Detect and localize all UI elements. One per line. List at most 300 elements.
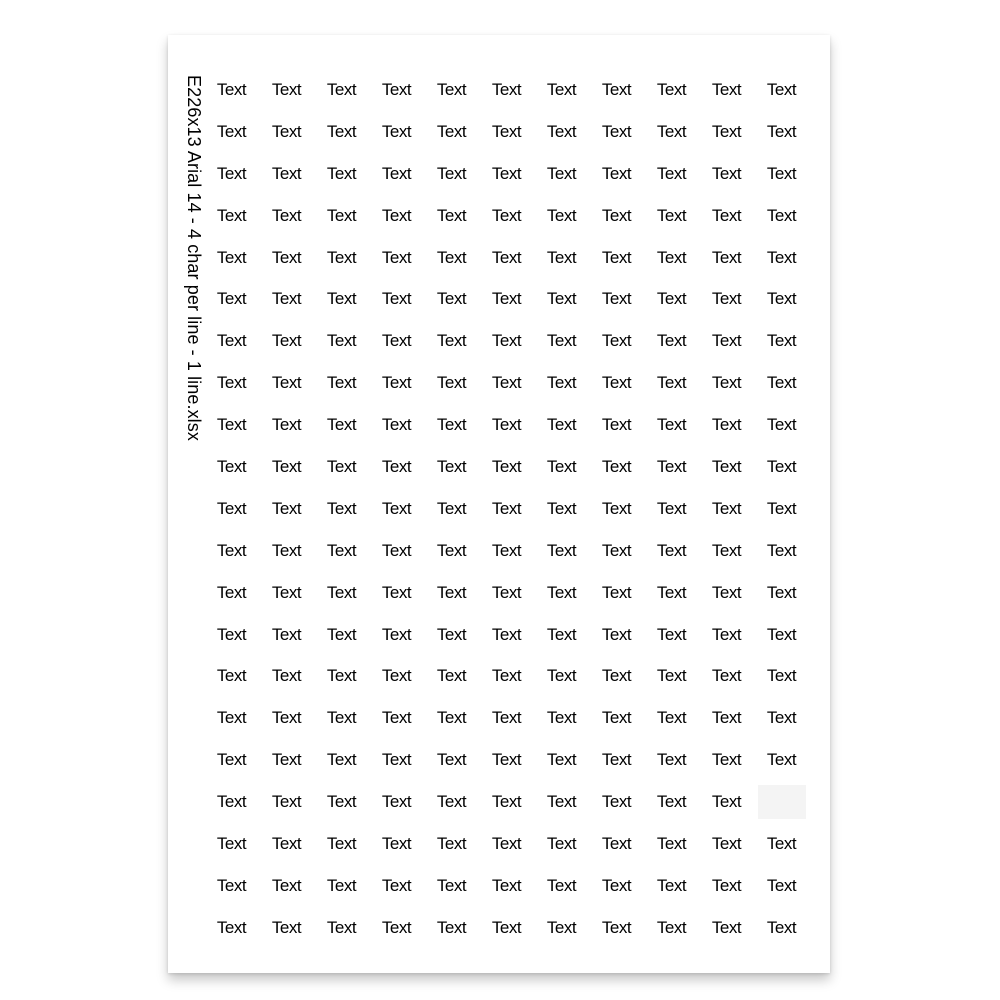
grid-cell: [369, 362, 424, 404]
text-grid: [204, 69, 809, 949]
grid-cell-text: Text: [216, 917, 247, 937]
grid-cell-text: Text: [711, 792, 742, 812]
grid-cell: [644, 655, 699, 697]
grid-cell: [699, 320, 754, 362]
grid-cell: [204, 69, 259, 111]
grid-cell-text: Text: [326, 708, 357, 728]
grid-cell-text: Text: [601, 833, 632, 853]
grid-cell-text: Text: [711, 833, 742, 853]
grid-cell: [754, 320, 809, 362]
grid-cell-text: Text: [436, 163, 467, 183]
grid-cell-text: Text: [711, 247, 742, 267]
grid-cell: [589, 655, 644, 697]
grid-cell-text: Text: [546, 540, 577, 560]
grid-cell: [644, 195, 699, 237]
grid-cell-text: Text: [271, 331, 302, 351]
grid-cell-text: Text: [766, 456, 797, 476]
grid-cell-text: Text: [656, 456, 687, 476]
grid-cell-text: Text: [216, 833, 247, 853]
grid-cell-text: Text: [436, 205, 467, 225]
grid-cell: [699, 488, 754, 530]
grid-cell-text: Text: [436, 247, 467, 267]
grid-cell: [534, 907, 589, 949]
grid-cell: [369, 404, 424, 446]
grid-cell-text: Text: [491, 540, 522, 560]
grid-cell-text: Text: [381, 205, 412, 225]
grid-cell: [369, 781, 424, 823]
grid-cell: [259, 655, 314, 697]
grid-cell: [204, 278, 259, 320]
grid-cell-text: Text: [381, 456, 412, 476]
grid-cell: [314, 195, 369, 237]
grid-cell: [424, 530, 479, 572]
grid-cell: [699, 781, 754, 823]
grid-cell-text: Text: [326, 415, 357, 435]
grid-cell: [479, 404, 534, 446]
grid-cell-text: Text: [656, 833, 687, 853]
grid-cell-text: Text: [381, 708, 412, 728]
grid-cell: [259, 446, 314, 488]
grid-cell: [534, 530, 589, 572]
grid-cell: [259, 111, 314, 153]
grid-cell: [534, 865, 589, 907]
grid-cell: [589, 697, 644, 739]
grid-cell: [754, 697, 809, 739]
grid-cell: [699, 69, 754, 111]
grid-cell-text: Text: [381, 582, 412, 602]
grid-cell-text: Text: [711, 79, 742, 99]
grid-cell: [754, 781, 809, 823]
grid-cell-text: Text: [271, 540, 302, 560]
grid-cell-text: Text: [326, 666, 357, 686]
grid-cell-text: Text: [216, 79, 247, 99]
grid-cell: [479, 195, 534, 237]
grid-cell-text: Text: [601, 666, 632, 686]
grid-cell-text: Text: [601, 163, 632, 183]
grid-cell: [204, 153, 259, 195]
grid-cell-text: Text: [326, 163, 357, 183]
grid-cell-text: Text: [381, 289, 412, 309]
grid-cell-text: Text: [381, 247, 412, 267]
grid-cell: [644, 446, 699, 488]
grid-cell-text: Text: [656, 79, 687, 99]
grid-cell: [534, 111, 589, 153]
grid-cell: [479, 153, 534, 195]
grid-cell-text: Text: [491, 163, 522, 183]
grid-cell-text: Text: [326, 582, 357, 602]
grid-cell: [534, 69, 589, 111]
grid-cell-text: Text: [546, 792, 577, 812]
grid-cell: [644, 823, 699, 865]
grid-cell-text: Text: [491, 833, 522, 853]
grid-cell: [699, 195, 754, 237]
grid-cell: [479, 655, 534, 697]
grid-cell-text: Text: [271, 624, 302, 644]
grid-cell: [534, 446, 589, 488]
grid-cell-text: Text: [491, 498, 522, 518]
grid-cell: [204, 530, 259, 572]
grid-cell-text: Text: [711, 540, 742, 560]
grid-cell-text: Text: [601, 331, 632, 351]
grid-cell: [369, 237, 424, 279]
grid-cell: [479, 865, 534, 907]
grid-cell: [534, 320, 589, 362]
grid-cell-text: Text: [601, 917, 632, 937]
grid-cell-text: Text: [436, 289, 467, 309]
grid-cell-text: Text: [271, 498, 302, 518]
grid-cell: [589, 739, 644, 781]
grid-cell-text: Text: [381, 875, 412, 895]
grid-cell-text: Text: [546, 163, 577, 183]
grid-cell: [754, 237, 809, 279]
grid-cell: [754, 446, 809, 488]
grid-cell: [589, 530, 644, 572]
grid-cell-text: Text: [766, 121, 797, 141]
grid-cell-text: Text: [766, 415, 797, 435]
grid-cell: [534, 404, 589, 446]
grid-cell: [644, 907, 699, 949]
grid-cell: [424, 446, 479, 488]
grid-cell-text: Text: [216, 373, 247, 393]
grid-cell-text: Text: [436, 875, 467, 895]
grid-cell-text: Text: [546, 498, 577, 518]
grid-cell-text: Text: [491, 373, 522, 393]
grid-cell-text: Text: [491, 205, 522, 225]
grid-cell: [369, 614, 424, 656]
grid-cell: [699, 530, 754, 572]
grid-cell-text: Text: [656, 498, 687, 518]
grid-cell-text: Text: [436, 624, 467, 644]
grid-cell: [754, 907, 809, 949]
grid-cell-text: Text: [546, 79, 577, 99]
grid-cell: [369, 69, 424, 111]
grid-cell-text: Text: [216, 582, 247, 602]
grid-cell: [259, 404, 314, 446]
grid-cell-text: Text: [656, 247, 687, 267]
grid-cell-text: Text: [601, 875, 632, 895]
grid-cell-text: Text: [491, 666, 522, 686]
grid-cell-text: Text: [381, 624, 412, 644]
grid-cell-text: Text: [271, 415, 302, 435]
grid-cell: [589, 237, 644, 279]
grid-cell-text: Text: [546, 875, 577, 895]
grid-cell-text: Text: [326, 875, 357, 895]
grid-cell-text: Text: [546, 624, 577, 644]
grid-cell-text: Text: [216, 163, 247, 183]
grid-cell: [314, 278, 369, 320]
grid-cell: [314, 153, 369, 195]
grid-cell-text: Text: [216, 331, 247, 351]
grid-cell: [259, 237, 314, 279]
grid-cell-text: Text: [326, 540, 357, 560]
grid-cell: [314, 488, 369, 530]
grid-cell: [754, 572, 809, 614]
grid-cell-text: Text: [491, 792, 522, 812]
grid-cell-text: Text: [711, 498, 742, 518]
grid-cell: [534, 697, 589, 739]
grid-cell-text: Text: [491, 624, 522, 644]
grid-cell: [259, 320, 314, 362]
grid-cell-text: Text: [326, 498, 357, 518]
grid-cell-text: Text: [711, 331, 742, 351]
grid-cell-text: Text: [656, 121, 687, 141]
grid-cell-text: Text: [656, 289, 687, 309]
grid-cell: [644, 488, 699, 530]
grid-cell-text: Text: [271, 750, 302, 770]
grid-cell: [754, 362, 809, 404]
grid-cell: [369, 572, 424, 614]
grid-cell-text: Text: [546, 247, 577, 267]
grid-cell: [534, 237, 589, 279]
grid-cell-text: Text: [656, 708, 687, 728]
grid-cell-text: Text: [766, 498, 797, 518]
grid-cell-text: Text: [711, 917, 742, 937]
grid-cell-text: Text: [656, 875, 687, 895]
grid-cell: [699, 153, 754, 195]
grid-cell: [424, 572, 479, 614]
grid-cell-text: Text: [216, 624, 247, 644]
grid-cell-text: Text: [656, 917, 687, 937]
grid-cell: [479, 697, 534, 739]
grid-cell: [259, 278, 314, 320]
grid-cell: [369, 655, 424, 697]
grid-cell: [204, 111, 259, 153]
grid-cell: [644, 572, 699, 614]
grid-cell: [424, 865, 479, 907]
grid-cell-text: Text: [546, 121, 577, 141]
grid-cell: [314, 655, 369, 697]
grid-cell-text: Text: [546, 205, 577, 225]
grid-cell: [589, 823, 644, 865]
grid-cell-text: Text: [271, 708, 302, 728]
grid-cell-text: Text: [491, 582, 522, 602]
grid-cell-text: Text: [601, 624, 632, 644]
grid-cell-text: Text: [601, 582, 632, 602]
grid-cell: [369, 111, 424, 153]
grid-cell-text: Text: [656, 792, 687, 812]
grid-cell-text: Text: [711, 121, 742, 141]
grid-cell-text: Text: [601, 415, 632, 435]
grid-cell-text: Text: [766, 917, 797, 937]
grid-cell: [479, 781, 534, 823]
grid-cell: [204, 362, 259, 404]
grid-cell: [259, 865, 314, 907]
grid-cell: [314, 404, 369, 446]
grid-cell-text: Text: [381, 373, 412, 393]
grid-cell-text: Text: [326, 917, 357, 937]
grid-cell: [314, 823, 369, 865]
grid-cell: [259, 781, 314, 823]
grid-cell-text: Text: [271, 121, 302, 141]
grid-cell-text: Text: [326, 247, 357, 267]
grid-cell: [589, 153, 644, 195]
grid-cell: [699, 697, 754, 739]
grid-cell-text: Text: [216, 708, 247, 728]
grid-cell: [534, 278, 589, 320]
grid-cell-text: Text: [216, 750, 247, 770]
grid-cell-text: Text: [436, 917, 467, 937]
grid-cell-text: Text: [271, 833, 302, 853]
grid-cell: [424, 195, 479, 237]
grid-cell: [369, 488, 424, 530]
grid-cell: [589, 488, 644, 530]
grid-cell-text: Text: [436, 540, 467, 560]
empty-cell-placeholder: [758, 785, 806, 819]
grid-cell: [314, 362, 369, 404]
grid-cell: [204, 823, 259, 865]
grid-cell-text: Text: [711, 624, 742, 644]
grid-cell-text: Text: [436, 121, 467, 141]
grid-cell-text: Text: [546, 750, 577, 770]
grid-cell: [479, 530, 534, 572]
grid-cell-text: Text: [491, 917, 522, 937]
grid-cell-text: Text: [436, 456, 467, 476]
grid-cell: [754, 111, 809, 153]
grid-cell-text: Text: [216, 289, 247, 309]
grid-cell: [754, 195, 809, 237]
grid-cell: [314, 739, 369, 781]
grid-cell-text: Text: [271, 917, 302, 937]
grid-cell: [754, 278, 809, 320]
grid-cell-text: Text: [766, 875, 797, 895]
grid-cell: [314, 320, 369, 362]
grid-cell: [259, 739, 314, 781]
grid-cell-text: Text: [381, 121, 412, 141]
grid-cell: [204, 237, 259, 279]
grid-cell: [369, 697, 424, 739]
grid-cell: [424, 655, 479, 697]
grid-cell: [589, 781, 644, 823]
grid-cell-text: Text: [656, 582, 687, 602]
grid-cell: [369, 907, 424, 949]
grid-cell: [314, 697, 369, 739]
grid-cell: [589, 111, 644, 153]
grid-cell: [534, 739, 589, 781]
grid-cell-text: Text: [326, 456, 357, 476]
grid-cell-text: Text: [271, 247, 302, 267]
grid-cell: [479, 614, 534, 656]
grid-cell-text: Text: [766, 540, 797, 560]
grid-cell: [259, 195, 314, 237]
grid-cell: [424, 362, 479, 404]
grid-cell: [644, 530, 699, 572]
grid-cell: [204, 446, 259, 488]
grid-cell: [369, 823, 424, 865]
grid-cell-text: Text: [601, 456, 632, 476]
grid-cell: [699, 446, 754, 488]
grid-cell: [479, 320, 534, 362]
grid-cell-text: Text: [766, 708, 797, 728]
grid-cell-text: Text: [326, 373, 357, 393]
grid-cell-text: Text: [766, 750, 797, 770]
grid-cell: [479, 111, 534, 153]
grid-cell: [699, 614, 754, 656]
grid-cell: [479, 572, 534, 614]
grid-cell: [424, 153, 479, 195]
grid-cell-text: Text: [711, 875, 742, 895]
grid-cell-text: Text: [546, 373, 577, 393]
grid-cell-text: Text: [766, 666, 797, 686]
grid-cell-text: Text: [601, 121, 632, 141]
grid-cell-text: Text: [436, 833, 467, 853]
grid-cell-text: Text: [491, 121, 522, 141]
grid-cell: [644, 697, 699, 739]
grid-cell-text: Text: [326, 79, 357, 99]
grid-cell-text: Text: [766, 833, 797, 853]
grid-cell: [424, 907, 479, 949]
grid-cell: [589, 614, 644, 656]
grid-cell: [204, 488, 259, 530]
grid-cell-text: Text: [216, 205, 247, 225]
grid-cell: [204, 781, 259, 823]
grid-cell: [644, 362, 699, 404]
grid-cell: [534, 362, 589, 404]
grid-cell: [754, 655, 809, 697]
grid-cell: [644, 69, 699, 111]
grid-cell: [204, 697, 259, 739]
grid-cell: [424, 404, 479, 446]
grid-cell: [479, 739, 534, 781]
grid-cell-text: Text: [326, 331, 357, 351]
grid-cell-text: Text: [216, 456, 247, 476]
grid-cell-text: Text: [326, 624, 357, 644]
grid-cell: [259, 572, 314, 614]
grid-cell: [699, 907, 754, 949]
grid-cell: [424, 697, 479, 739]
grid-cell: [479, 278, 534, 320]
grid-cell: [699, 404, 754, 446]
grid-cell: [754, 823, 809, 865]
grid-cell: [589, 362, 644, 404]
grid-cell-text: Text: [546, 289, 577, 309]
grid-cell-text: Text: [711, 373, 742, 393]
grid-cell: [534, 823, 589, 865]
grid-cell: [259, 907, 314, 949]
grid-cell-text: Text: [711, 163, 742, 183]
grid-cell: [424, 69, 479, 111]
grid-cell: [534, 614, 589, 656]
grid-cell-text: Text: [436, 750, 467, 770]
grid-cell-text: Text: [601, 247, 632, 267]
grid-cell-text: Text: [601, 792, 632, 812]
grid-cell-text: Text: [381, 540, 412, 560]
filename-vertical-label: E226x13 Arial 14 - 4 char per line - 1 line.xlsx: [184, 75, 204, 441]
grid-cell-text: Text: [381, 917, 412, 937]
grid-cell-text: Text: [491, 331, 522, 351]
grid-cell-text: Text: [491, 456, 522, 476]
grid-cell: [589, 865, 644, 907]
grid-cell: [644, 320, 699, 362]
grid-cell-text: Text: [766, 582, 797, 602]
grid-cell: [754, 739, 809, 781]
grid-cell: [369, 153, 424, 195]
grid-cell-text: Text: [491, 750, 522, 770]
grid-cell: [204, 195, 259, 237]
grid-cell: [699, 237, 754, 279]
grid-cell: [754, 404, 809, 446]
grid-cell: [259, 488, 314, 530]
grid-cell: [534, 488, 589, 530]
grid-cell: [699, 572, 754, 614]
grid-cell: [699, 111, 754, 153]
grid-cell: [424, 614, 479, 656]
grid-cell-text: Text: [381, 415, 412, 435]
grid-cell: [259, 362, 314, 404]
grid-cell: [534, 572, 589, 614]
grid-cell-text: Text: [491, 415, 522, 435]
grid-cell: [204, 865, 259, 907]
grid-cell-text: Text: [766, 247, 797, 267]
